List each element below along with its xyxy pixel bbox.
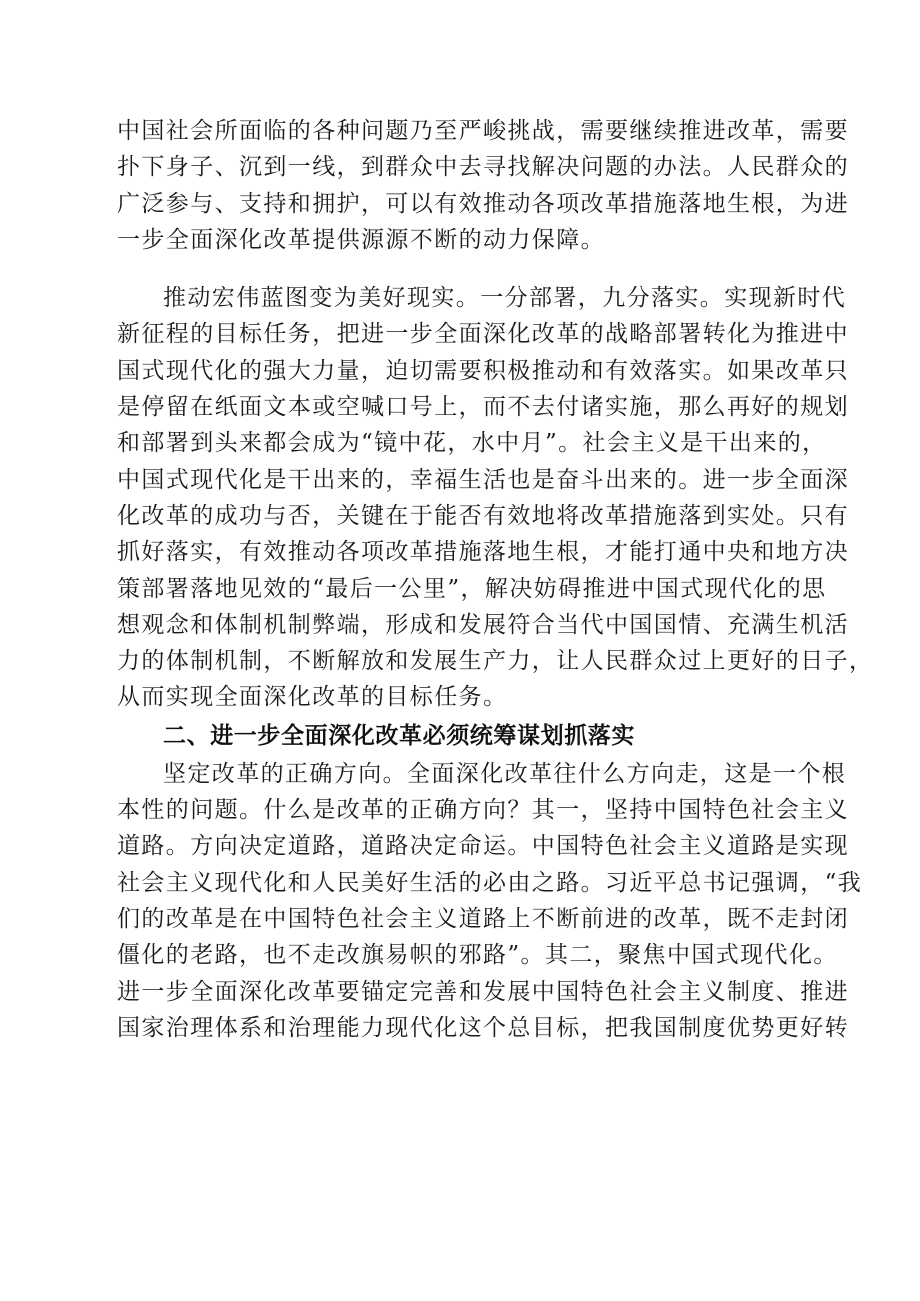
text-line: 中国式现代化是干出来的，幸福生活也是奋斗出来的。进一步全面深 — [117, 466, 849, 493]
text-line: 广泛参与、支持和拥护，可以有效推动各项改革措施落地生根，为进 — [117, 190, 849, 217]
text-line: 国家治理体系和治理能力现代化这个总目标，把我国制度优势更好转 — [117, 1014, 849, 1041]
text-line: 化改革的成功与否，关键在于能否有效地将改革措施落到实处。只有 — [117, 502, 849, 529]
text-line: 策部署落地见效的“最后一公里”，解决妨碍推进中国式现代化的思 — [117, 575, 827, 602]
text-line: 本性的问题。什么是改革的正确方向？其一，坚持中国特色社会主义 — [117, 797, 849, 824]
text-line: 推动宏伟蓝图变为美好现实。一分部署，九分落实。实现新时代 — [163, 285, 847, 312]
text-line: 新征程的目标任务，把进一步全面深化改革的战略部署转化为推进中 — [117, 321, 849, 348]
text-line: 一步全面深化改革提供源源不断的动力保障。 — [117, 226, 605, 253]
text-line: 道路。方向决定道路，道路决定命运。中国特色社会主义道路是实现 — [117, 833, 849, 860]
text-line: 力的体制机制，不断解放和发展生产力，让人民群众过上更好的日子， — [117, 648, 874, 675]
text-line: 想观念和体制机制弊端，形成和发展符合当代中国国情、充满生机活 — [117, 611, 849, 638]
text-line: 们的改革是在中国特色社会主义道路上不断前进的改革，既不走封闭 — [117, 905, 849, 932]
section-heading: 二、进一步全面深化改革必须统筹谋划抓落实 — [163, 722, 635, 749]
text-line: 是停留在纸面文本或空喊口号上，而不去付诸实施，那么再好的规划 — [117, 394, 849, 421]
paragraph-spacer — [117, 258, 825, 280]
text-line: 进一步全面深化改革要锚定完善和发展中国特色社会主义制度、推进 — [117, 978, 849, 1005]
text-line: 抓好落实，有效推动各项改革措施落地生根，才能打通中央和地方决 — [117, 539, 849, 566]
paragraph-1 — [117, 113, 849, 258]
text-line: 扑下身子、沉到一线，到群众中去寻找解决问题的办法。人民群众的 — [117, 154, 849, 181]
paragraph-3 — [117, 756, 863, 1046]
text-line: 国式现代化的强大力量，迫切需要积极推动和有效落实。如果改革只 — [117, 357, 849, 384]
text-line: 僵化的老路，也不走改旗易帜的邪路”。其二，聚焦中国式现代化。 — [117, 942, 838, 969]
text-line: 坚定改革的正确方向。全面深化改革往什么方向走，这是一个根 — [163, 760, 847, 787]
text-line: 中国社会所面临的各种问题乃至严峻挑战，需要继续推进改革，需要 — [117, 118, 849, 144]
document-body — [117, 113, 874, 1046]
text-line: 从而实现全面深化改革的目标任务。 — [117, 684, 508, 711]
paragraph-2 — [117, 280, 874, 716]
text-line: 社会主义现代化和人民美好生活的必由之路。习近平总书记强调，“我 — [117, 869, 863, 896]
text-line: 和部署到头来都会成为“镜中花，水中月”。社会主义是干出来的， — [117, 430, 827, 457]
